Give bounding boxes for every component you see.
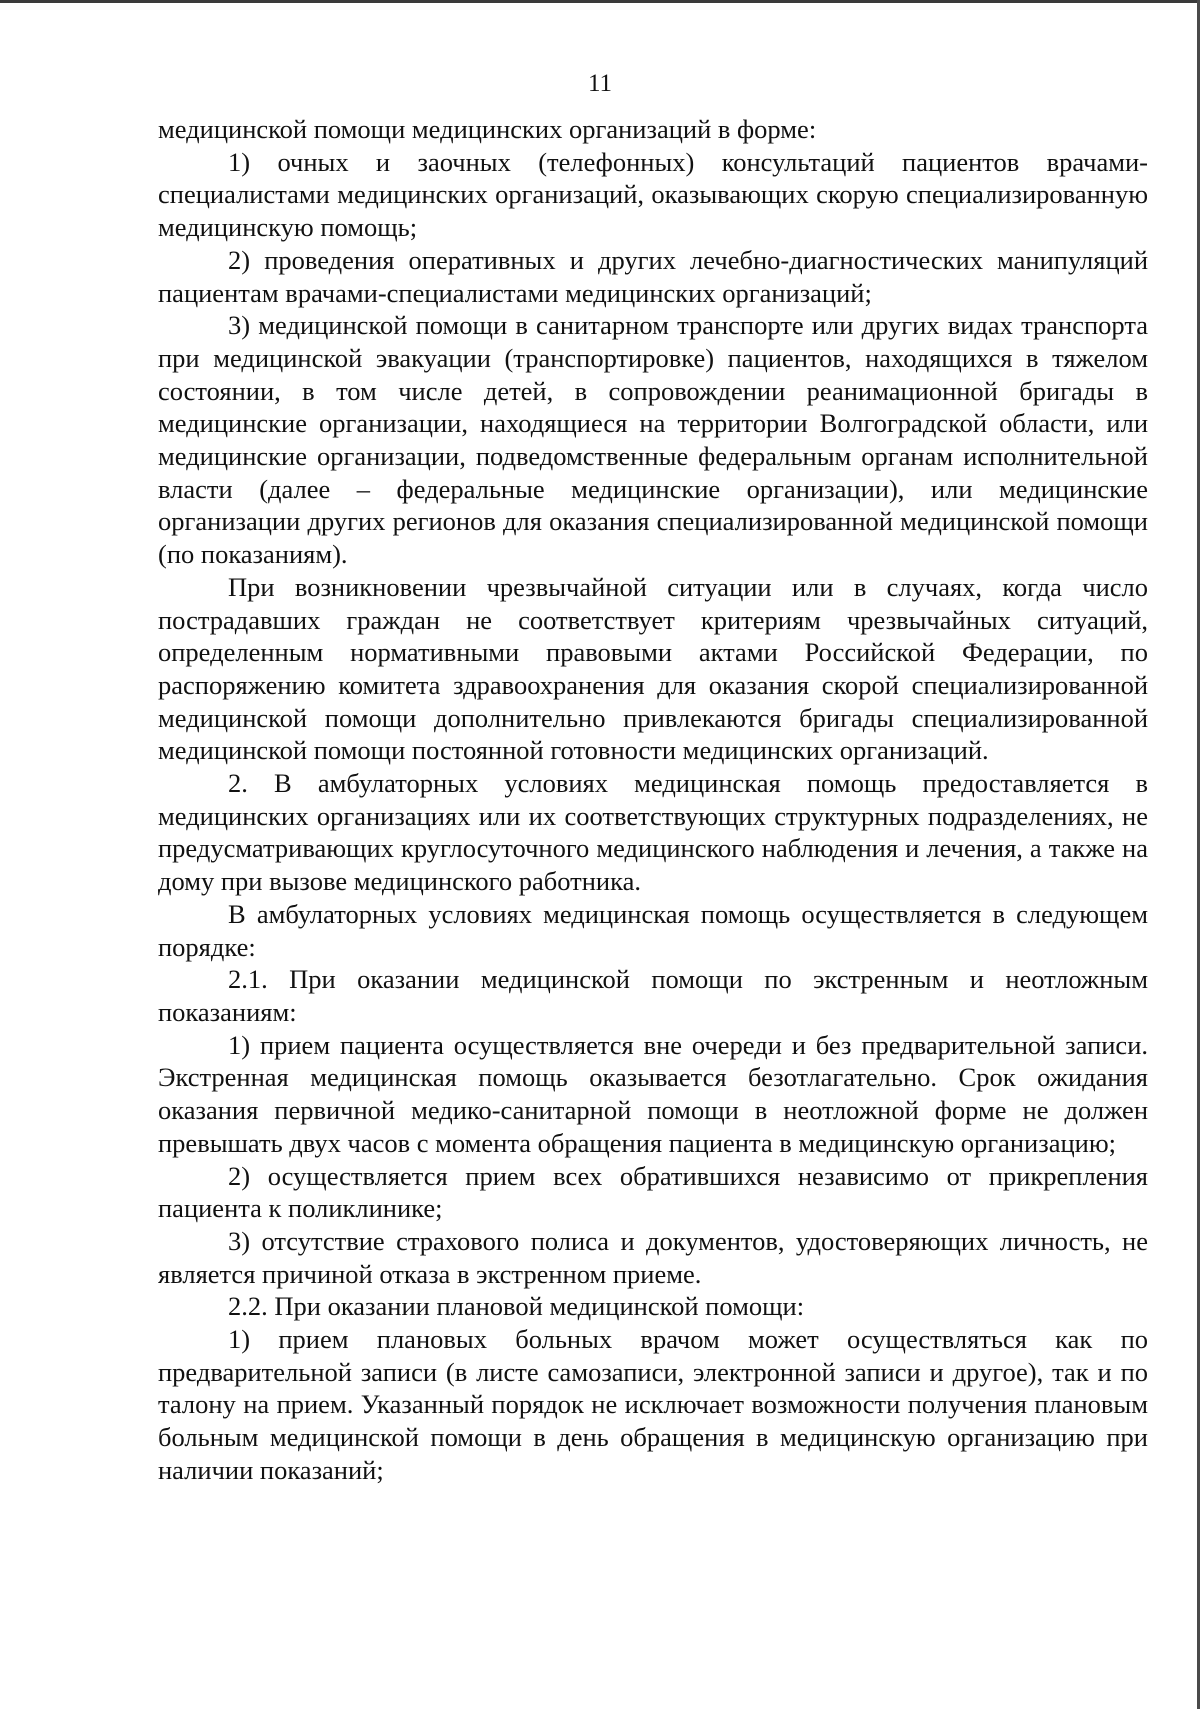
list-item-1-consultations: 1) очных и заочных (телефонных) консультаций пациентов врачами-специалистами медицинских организаций, оказывающих скорую специализированную медицинскую помощь; <box>158 146 1148 243</box>
paragraph-emergency-situation: При возникновении чрезвычайной ситуации или в случаях, когда число пострадавших граждан не соответствует критериям чрезвычайных ситуаций, определенным нормативными правовыми актами Российской Федерации, по распоряжению комитета здравоохранения для оказания скорой специализированной медицинской помощи дополнительно привлекаются бригады специализированной медицинской помощи постоянной готовности медицинских организаций. <box>158 571 1148 766</box>
list-item-2-1-2: 2) осуществляется прием всех обратившихся независимо от прикрепления пациента к поликлинике; <box>158 1160 1148 1224</box>
list-item-3-transport: 3) медицинской помощи в санитарном транспорте или других видах транспорта при медицинской эвакуации (транспортировке) пациентов, находящихся в тяжелом состоянии, в том числе детей, в сопровождении реанимационной бригады в медицинские организации, находящиеся на территории Волгоградской области, или медицинские организации, подведомственные федеральным органам исполнительной власти (далее – федеральные медицинские организации), или медицинские организации других регионов для оказания специализированной медицинской помощи (по показаниям). <box>158 310 1148 570</box>
list-item-2-1-1: 1) прием пациента осуществляется вне очереди и без предварительной записи. Экстренная медицинская помощь оказывается безотлагательно. Срок ожидания оказания первичной медико-санитарной помощи в неотложной форме не должен превышать двух часов с момента обращения пациента в медицинскую организацию; <box>158 1029 1148 1158</box>
list-item-2-2-1: 1) прием плановых больных врачом может осуществляться как по предварительной записи (в листе самозаписи, электронной записи и другое), так и по талону на прием. Указанный порядок не исключает возможности получения плановым больным медицинской помощи в день обращения в медицинскую организацию при наличии показаний; <box>158 1324 1148 1485</box>
document-body <box>158 113 1148 1487</box>
list-item-2-manipulations: 2) проведения оперативных и других лечебно-диагностических манипуляций пациентам врачами-специалистами медицинских организаций; <box>158 244 1148 308</box>
list-item-2-1-3: 3) отсутствие страхового полиса и документов, удостоверяющих личность, не является причиной отказа в экстренном приеме. <box>158 1225 1148 1289</box>
scan-border-top <box>0 0 1200 3</box>
subsection-2-1-heading: 2.1. При оказании медицинской помощи по экстренным и неотложным показаниям: <box>158 964 1148 1027</box>
page-number: 11 <box>587 70 613 97</box>
paragraph-outpatient-order: В амбулаторных условиях медицинская помощь осуществляется в следующем порядке: <box>158 898 1148 962</box>
subsection-2-2-heading: 2.2. При оказании плановой медицинской помощи: <box>228 1291 805 1322</box>
paragraph-section-2: 2. В амбулаторных условиях медицинская помощь предоставляется в медицинских организациях или их соответствующих структурных подразделениях, не предусматривающих круглосуточного медицинского наблюдения и лечения, а также на дому при вызове медицинского работника. <box>158 768 1148 897</box>
paragraph-continuation: медицинской помощи медицинских организаций в форме: <box>158 114 817 144</box>
